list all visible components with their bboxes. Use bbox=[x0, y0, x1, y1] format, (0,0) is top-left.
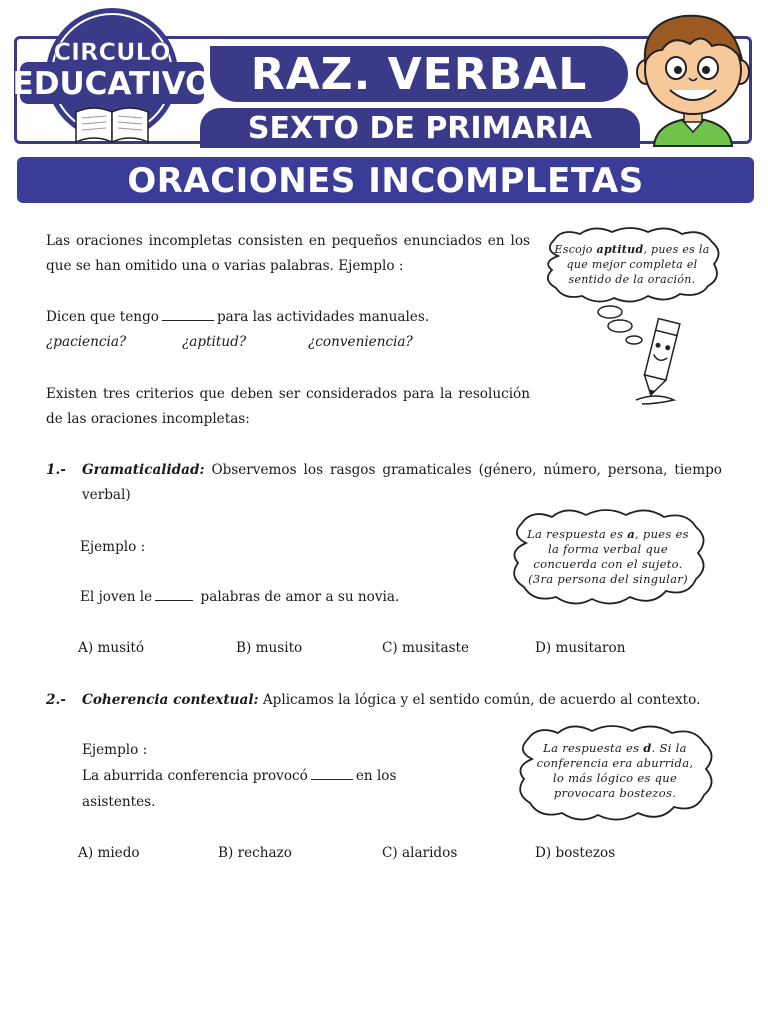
cloud2-line1: La respuesta es a, pues es bbox=[527, 527, 689, 541]
answer-blank bbox=[162, 308, 214, 321]
intro-option-1: ¿paciencia? bbox=[46, 334, 127, 350]
section2-heading: Coherencia contextual: bbox=[82, 692, 259, 708]
cloud3-line2: conferencia era aburrida, bbox=[536, 756, 694, 770]
subject-title: RAZ. VERBAL bbox=[250, 49, 588, 100]
intro-example-after: para las actividades manuales. bbox=[216, 309, 430, 325]
section2-sentence bbox=[82, 764, 396, 789]
boy-mascot-icon bbox=[632, 10, 754, 150]
cloud2-line3: concuerda con el sujeto. bbox=[533, 557, 683, 571]
section2-example-label: Ejemplo : bbox=[82, 742, 148, 758]
intro-option-2: ¿aptitud? bbox=[182, 334, 247, 350]
section2-option-b: B) rechazo bbox=[218, 845, 292, 861]
cloud1-line3: sentido de la oración. bbox=[568, 273, 696, 286]
circulo-educativo-logo bbox=[12, 8, 212, 148]
cloud3-line1: La respuesta es d. Si la bbox=[543, 741, 687, 755]
section1-example-label: Ejemplo : bbox=[80, 539, 146, 555]
section2-text: Aplicamos la lógica y el sentido común, de acuerdo al contexto. bbox=[262, 692, 701, 708]
thought-cloud-icon bbox=[512, 723, 718, 825]
section2-sentence-after: en los bbox=[355, 768, 397, 784]
section1-line-2: verbal) bbox=[82, 487, 131, 503]
answer-blank bbox=[155, 588, 193, 601]
intro-option-3: ¿conveniencia? bbox=[308, 334, 413, 350]
page-header bbox=[12, 8, 756, 150]
thought-cloud-icon bbox=[540, 226, 724, 306]
logo-line2: EDUCATIVO bbox=[12, 66, 212, 102]
section1-sentence bbox=[80, 585, 399, 610]
grade-bar bbox=[200, 108, 640, 148]
answer-blank bbox=[311, 767, 353, 780]
criteria-line-1: Existen tres criterios que deben ser considerados para la resolución bbox=[46, 386, 530, 402]
open-book-icon bbox=[76, 108, 148, 142]
section1-number: 1.- bbox=[46, 462, 66, 478]
intro-line-2: que se han omitido una o varias palabras. Ejemplo : bbox=[46, 258, 404, 274]
section2-option-d: D) bostezos bbox=[535, 845, 616, 861]
cloud1-line2: que mejor completa el bbox=[566, 258, 698, 271]
subject-bar bbox=[210, 46, 628, 102]
criteria-line-2: de las oraciones incompletas: bbox=[46, 411, 250, 427]
section2-sentence-line-2: asistentes. bbox=[82, 794, 156, 810]
logo-line1: CIRCULO bbox=[53, 38, 171, 66]
cloud1-line1: Escojo aptitud, pues es la bbox=[554, 243, 710, 256]
section1-sentence-after: palabras de amor a su novia. bbox=[200, 589, 400, 605]
cloud2-line2: la forma verbal que bbox=[548, 542, 668, 556]
section1-option-b: B) musito bbox=[236, 640, 303, 656]
grade-title: SEXTO DE PRIMARIA bbox=[247, 111, 593, 146]
intro-example-before: Dicen que tengo bbox=[46, 309, 159, 325]
intro-example bbox=[46, 305, 530, 330]
section1-option-c: C) musitaste bbox=[382, 640, 470, 656]
section1-option-a: A) musitó bbox=[78, 640, 145, 656]
section1-heading: Gramaticalidad: bbox=[82, 462, 205, 478]
section2-line-1 bbox=[82, 688, 722, 713]
cloud3-line4: provocara bostezos. bbox=[553, 786, 677, 800]
section1-line-1 bbox=[82, 458, 722, 483]
section2-sentence-before: La aburrida conferencia provocó bbox=[82, 768, 308, 784]
section1-sentence-before: El joven le bbox=[80, 589, 153, 605]
section2-option-a: A) miedo bbox=[78, 845, 140, 861]
section2-option-c: C) alaridos bbox=[382, 845, 458, 861]
thought-cloud-icon bbox=[506, 507, 710, 609]
cloud2-line4: (3ra persona del singular) bbox=[528, 572, 688, 586]
topic-banner: ORACIONES INCOMPLETAS bbox=[17, 157, 754, 203]
cloud3-line3: lo más lógico es que bbox=[552, 771, 678, 785]
intro-line-1: Las oraciones incompletas consisten en pequeños enunciados en los bbox=[46, 233, 530, 249]
section1-option-d: D) musitaron bbox=[535, 640, 626, 656]
pencil-mascot-icon bbox=[596, 304, 692, 408]
section1-text: Observemos los rasgos gramaticales (género, número, persona, tiempo bbox=[211, 462, 722, 478]
section2-number: 2.- bbox=[46, 692, 66, 708]
